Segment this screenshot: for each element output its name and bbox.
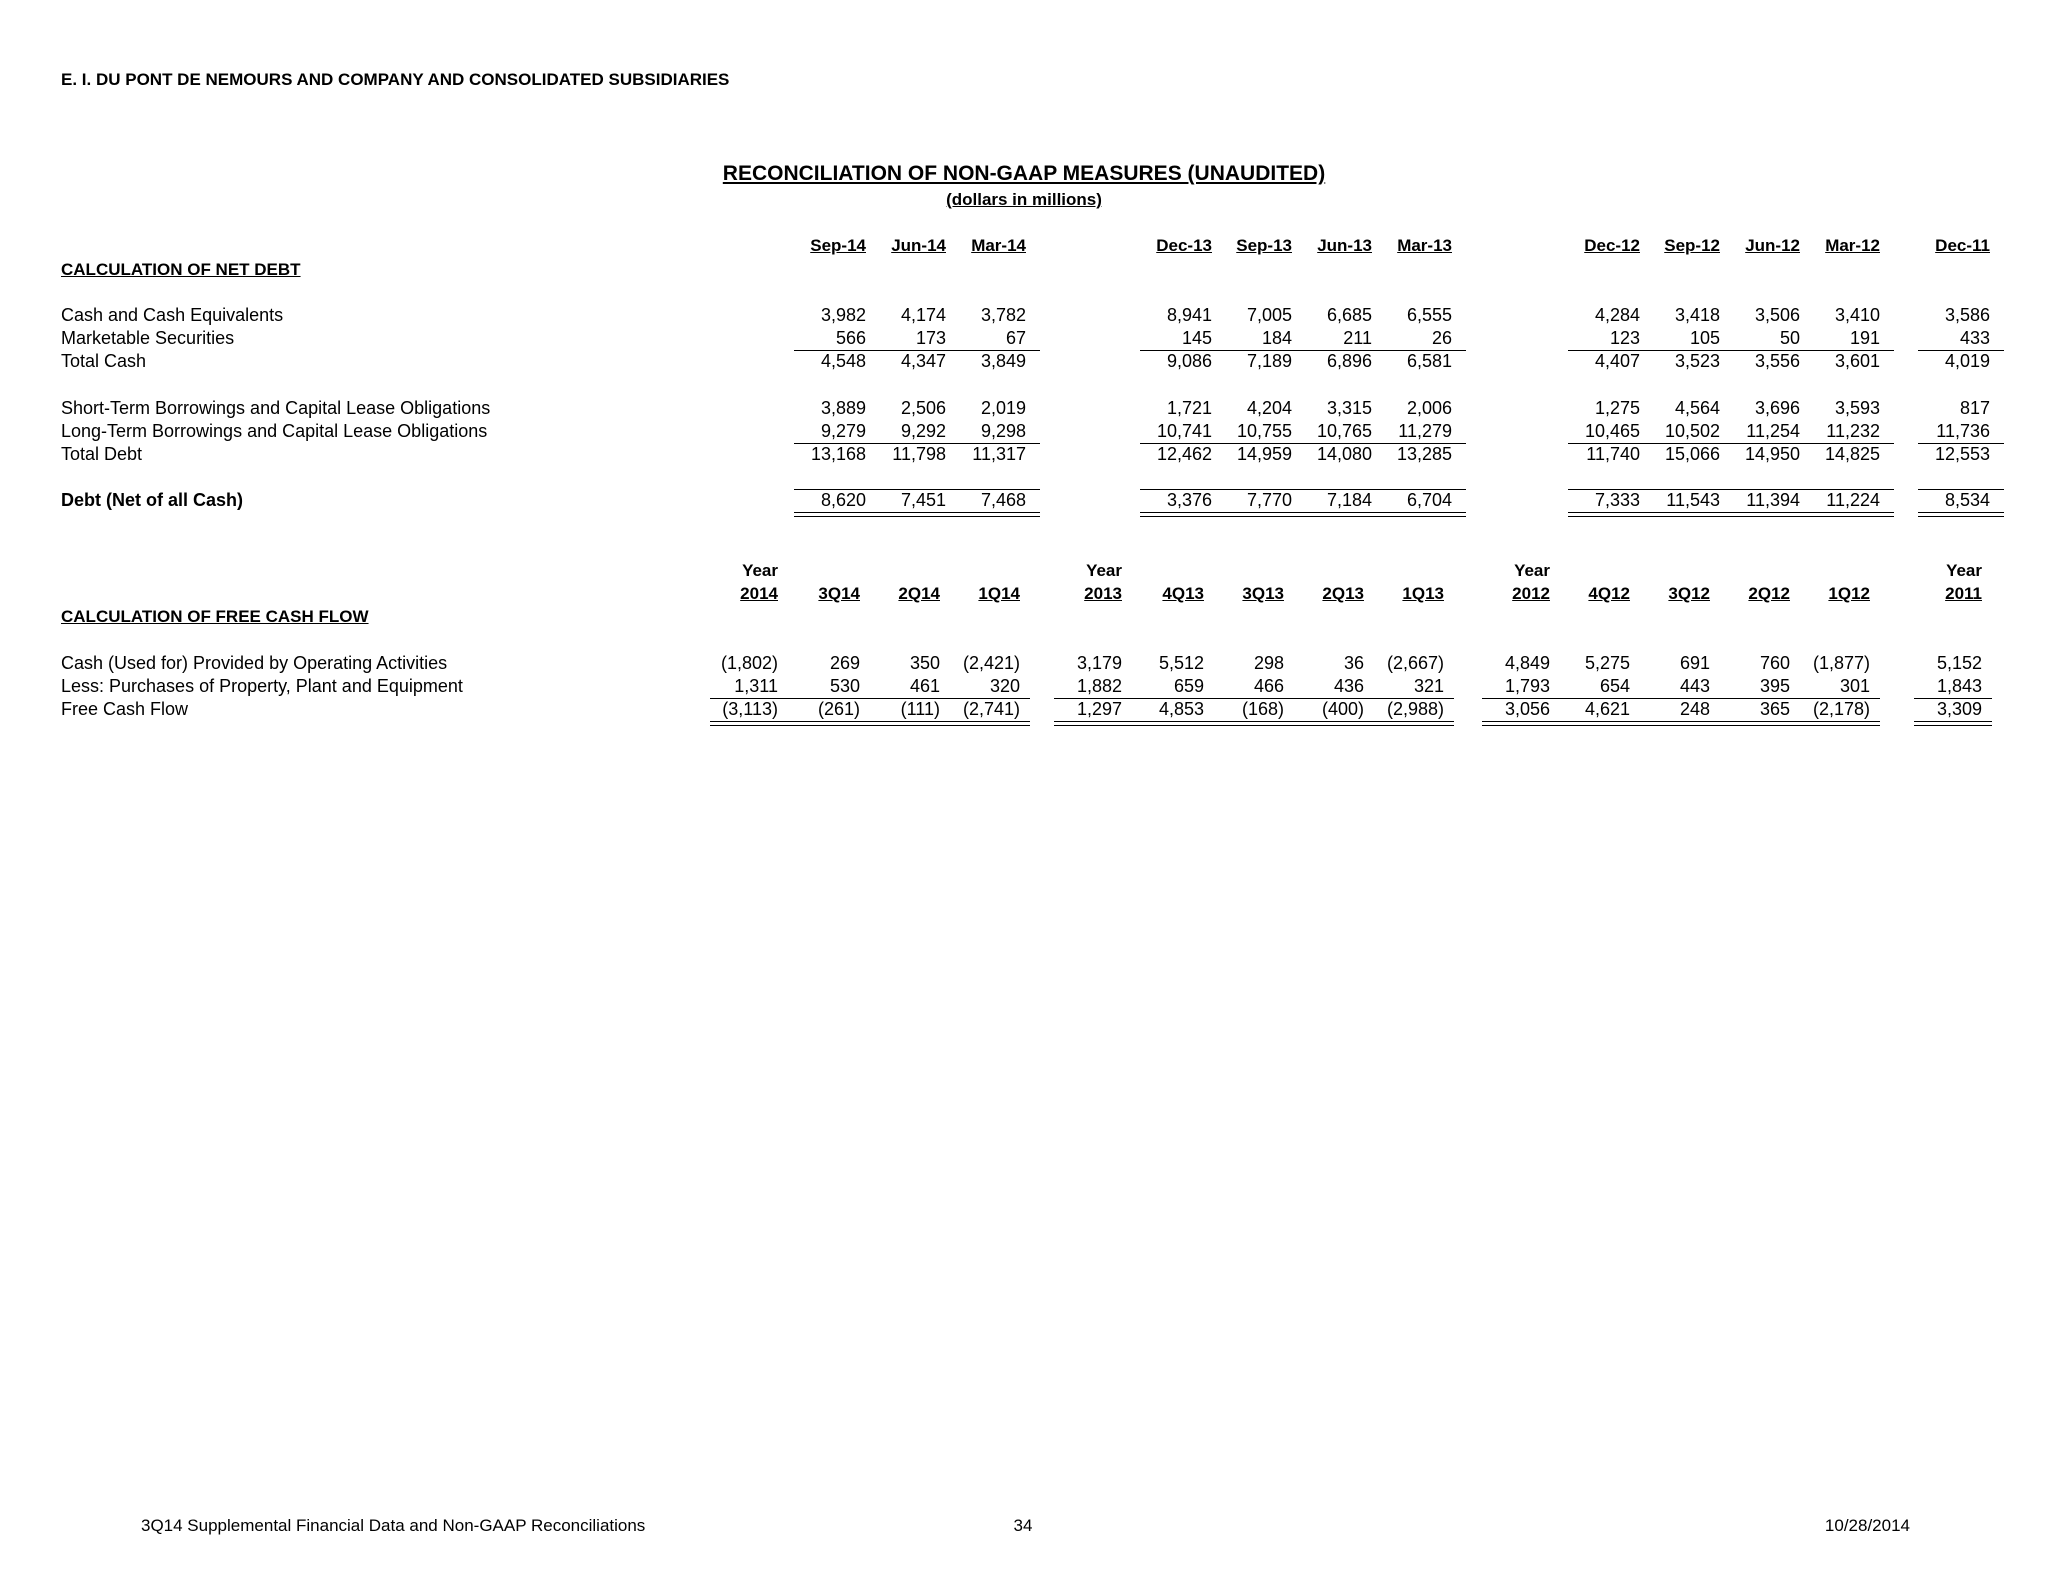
net-debt-column-header: Sep-13 (1236, 236, 1292, 255)
free-cash-flow-cell: 3,309 (1936, 699, 1982, 719)
net-debt-cell: 13,285 (1396, 444, 1452, 464)
free-cash-flow-cell: (2,421) (962, 653, 1020, 673)
free-cash-flow-cell: 1,311 (734, 676, 778, 696)
net-debt-cell: 211 (1343, 328, 1372, 348)
free-cash-flow-cell: 301 (1839, 676, 1870, 696)
net-debt-cell: 3,586 (1944, 305, 1990, 325)
underline (1482, 698, 1880, 699)
net-debt-cell: 11,317 (972, 444, 1026, 464)
free-cash-flow-cell: 3,056 (1504, 699, 1550, 719)
underline (1918, 443, 2004, 444)
free-cash-flow-cell: 1,843 (1936, 676, 1982, 696)
net-debt-cell: 3,523 (1674, 351, 1720, 371)
free-cash-flow-cell: 4,621 (1584, 699, 1630, 719)
net-debt-cell: 9,298 (980, 421, 1026, 441)
net-debt-column-header: Dec-11 (1935, 236, 1990, 255)
net-debt-cell: 11,543 (1666, 490, 1720, 510)
free-cash-flow-cell: 3,179 (1076, 653, 1122, 673)
net-debt-row-label: Total Debt (61, 444, 143, 464)
net-debt-cell: 11,224 (1826, 490, 1880, 510)
free-cash-flow-cell: 461 (909, 676, 940, 696)
free-cash-flow-cell: (2,178) (1812, 699, 1870, 719)
free-cash-flow-cell: (2,741) (962, 699, 1020, 719)
free-cash-flow-cell: 350 (909, 653, 940, 673)
net-debt-cell: 3,556 (1754, 351, 1800, 371)
free-cash-flow-column-header: 1Q14 (978, 584, 1020, 603)
net-debt-cell: 184 (1261, 328, 1292, 348)
net-debt-cell: 4,564 (1674, 398, 1720, 418)
net-debt-cell: 3,601 (1834, 351, 1880, 371)
free-cash-flow-cell: (1,802) (720, 653, 778, 673)
free-cash-flow-cell: 443 (1679, 676, 1710, 696)
net-debt-cell: 3,593 (1834, 398, 1880, 418)
net-debt-cell: 191 (1849, 328, 1880, 348)
net-debt-cell: 10,465 (1584, 421, 1640, 441)
underline (1140, 489, 1466, 490)
free-cash-flow-cell: 654 (1599, 676, 1630, 696)
net-debt-cell: 433 (1959, 328, 1990, 348)
net-debt-row-label: Total Cash (61, 351, 147, 371)
net-debt-cell: 4,548 (820, 351, 866, 371)
net-debt-cell: 7,451 (900, 490, 946, 510)
free-cash-flow-column-header: 2Q13 (1322, 584, 1364, 603)
free-cash-flow-column-header: 2014 (740, 584, 778, 603)
free-cash-flow-cell: (1,877) (1812, 653, 1870, 673)
free-cash-flow-cell: 395 (1759, 676, 1790, 696)
underline (794, 489, 1040, 490)
net-debt-cell: 6,896 (1326, 351, 1372, 371)
underline (1568, 489, 1894, 490)
free-cash-flow-cell: (261) (817, 699, 860, 719)
underline (794, 443, 1040, 444)
net-debt-cell: 145 (1181, 328, 1212, 348)
net-debt-cell: 3,315 (1326, 398, 1372, 418)
free-cash-flow-column-header: 2013 (1084, 584, 1122, 603)
net-debt-cell: 3,982 (820, 305, 866, 325)
net-debt-cell: 4,284 (1594, 305, 1640, 325)
free-cash-flow-column-header: 1Q12 (1828, 584, 1870, 603)
net-debt-cell: 7,189 (1246, 351, 1292, 371)
free-cash-flow-cell: (168) (1241, 699, 1284, 719)
net-debt-cell: 11,736 (1936, 421, 1990, 441)
net-debt-cell: 3,506 (1754, 305, 1800, 325)
net-debt-cell: 1,275 (1594, 398, 1640, 418)
net-debt-cell: 4,174 (900, 305, 946, 325)
free-cash-flow-cell: 466 (1253, 676, 1284, 696)
net-debt-cell: 10,502 (1664, 421, 1720, 441)
free-cash-flow-cell: 269 (829, 653, 860, 673)
net-debt-column-header: Mar-14 (971, 236, 1026, 255)
free-cash-flow-cell: 5,512 (1158, 653, 1204, 673)
free-cash-flow-year-label: Year (1086, 561, 1122, 580)
free-cash-flow-cell: 298 (1253, 653, 1284, 673)
net-debt-column-header: Jun-12 (1745, 236, 1800, 255)
free-cash-flow-column-header: 3Q13 (1242, 584, 1284, 603)
free-cash-flow-cell: 760 (1759, 653, 1790, 673)
free-cash-flow-cell: 365 (1759, 699, 1790, 719)
free-cash-flow-column-header: 2012 (1512, 584, 1550, 603)
net-debt-row-label: Long-Term Borrowings and Capital Lease Obligations (61, 421, 488, 441)
underline (1140, 443, 1466, 444)
free-cash-flow-cell: 248 (1679, 699, 1710, 719)
report-title: RECONCILIATION OF NON-GAAP MEASURES (UNAUDITED) (722, 162, 1326, 185)
net-debt-column-header: Sep-14 (810, 236, 866, 255)
free-cash-flow-cell: (111) (900, 699, 940, 719)
underline (794, 350, 1040, 351)
free-cash-flow-cell: 436 (1333, 676, 1364, 696)
free-cash-flow-section-title: CALCULATION OF FREE CASH FLOW (61, 607, 369, 626)
free-cash-flow-year-label: Year (742, 561, 778, 580)
net-debt-cell: 3,782 (980, 305, 1026, 325)
double-underline (710, 721, 1030, 726)
double-underline (1918, 512, 2004, 517)
underline (1918, 489, 2004, 490)
net-debt-cell: 67 (1005, 328, 1026, 348)
net-debt-cell: 11,254 (1746, 421, 1800, 441)
free-cash-flow-cell: 1,297 (1076, 699, 1122, 719)
net-debt-cell: 9,292 (900, 421, 946, 441)
net-debt-cell: 7,333 (1594, 490, 1640, 510)
net-debt-cell: 12,462 (1156, 444, 1212, 464)
net-debt-column-header: Sep-12 (1664, 236, 1720, 255)
net-debt-cell: 2,006 (1406, 398, 1452, 418)
free-cash-flow-year-label: Year (1946, 561, 1982, 580)
net-debt-cell: 10,755 (1236, 421, 1292, 441)
net-debt-cell: 50 (1779, 328, 1800, 348)
footer-date: 10/28/2014 (1824, 1516, 1910, 1535)
net-debt-column-header: Jun-14 (891, 236, 946, 255)
net-debt-cell: 9,086 (1166, 351, 1212, 371)
footer-page-number: 34 (1013, 1516, 1033, 1535)
net-debt-cell: 11,232 (1826, 421, 1880, 441)
report-subtitle: (dollars in millions) (946, 190, 1102, 209)
net-debt-cell: 817 (1959, 398, 1990, 418)
net-debt-cell: 15,066 (1664, 444, 1720, 464)
free-cash-flow-column-header: 2011 (1945, 584, 1982, 603)
net-debt-cell: 14,825 (1824, 444, 1880, 464)
net-debt-cell: 6,685 (1326, 305, 1372, 325)
net-debt-cell: 173 (915, 328, 946, 348)
underline (1918, 350, 2004, 351)
net-debt-row-label: Marketable Securities (61, 328, 235, 348)
net-debt-cell: 11,279 (1398, 421, 1452, 441)
free-cash-flow-cell: (2,988) (1386, 699, 1444, 719)
free-cash-flow-row-label: Less: Purchases of Property, Plant and Equipment (61, 676, 463, 696)
net-debt-cell: 7,770 (1246, 490, 1292, 510)
net-debt-row-label: Debt (Net of all Cash) (61, 490, 244, 510)
net-debt-cell: 7,005 (1246, 305, 1292, 325)
net-debt-column-header: Jun-13 (1317, 236, 1372, 255)
free-cash-flow-column-header: 3Q12 (1668, 584, 1710, 603)
net-debt-cell: 11,740 (1586, 444, 1640, 464)
free-cash-flow-column-header: 4Q13 (1162, 584, 1204, 603)
net-debt-column-header: Dec-12 (1584, 236, 1640, 255)
net-debt-cell: 105 (1689, 328, 1720, 348)
net-debt-row-label: Cash and Cash Equivalents (61, 305, 284, 325)
free-cash-flow-cell: 321 (1413, 676, 1444, 696)
free-cash-flow-row-label: Free Cash Flow (61, 699, 189, 719)
underline (1054, 698, 1454, 699)
net-debt-cell: 3,418 (1674, 305, 1720, 325)
net-debt-cell: 3,889 (820, 398, 866, 418)
company-name: E. I. DU PONT DE NEMOURS AND COMPANY AND CONSOLIDATED SUBSIDIARIES (61, 70, 730, 89)
free-cash-flow-cell: 530 (829, 676, 860, 696)
net-debt-cell: 9,279 (820, 421, 866, 441)
free-cash-flow-column-header: 4Q12 (1588, 584, 1630, 603)
net-debt-cell: 14,959 (1236, 444, 1292, 464)
underline (1140, 350, 1466, 351)
free-cash-flow-cell: 1,793 (1504, 676, 1550, 696)
free-cash-flow-cell: 659 (1173, 676, 1204, 696)
net-debt-cell: 8,534 (1944, 490, 1990, 510)
free-cash-flow-cell: (400) (1321, 699, 1364, 719)
net-debt-cell: 4,019 (1944, 351, 1990, 371)
net-debt-column-header: Mar-12 (1825, 236, 1880, 255)
free-cash-flow-cell: 691 (1679, 653, 1710, 673)
net-debt-cell: 14,080 (1316, 444, 1372, 464)
net-debt-cell: 10,741 (1156, 421, 1212, 441)
net-debt-cell: 3,849 (980, 351, 1026, 371)
net-debt-cell: 2,019 (980, 398, 1026, 418)
net-debt-cell: 6,555 (1406, 305, 1452, 325)
free-cash-flow-cell: 1,882 (1076, 676, 1122, 696)
free-cash-flow-year-label: Year (1514, 561, 1550, 580)
net-debt-cell: 11,394 (1746, 490, 1800, 510)
free-cash-flow-cell: 4,849 (1504, 653, 1550, 673)
net-debt-row-label: Short-Term Borrowings and Capital Lease Obligations (61, 398, 491, 418)
double-underline (1482, 721, 1880, 726)
net-debt-cell: 14,950 (1744, 444, 1800, 464)
free-cash-flow-cell: (3,113) (722, 699, 778, 719)
net-debt-cell: 6,704 (1406, 490, 1452, 510)
net-debt-cell: 8,620 (820, 490, 866, 510)
free-cash-flow-column-header: 3Q14 (818, 584, 860, 603)
net-debt-section-title: CALCULATION OF NET DEBT (61, 260, 301, 279)
net-debt-cell: 2,506 (900, 398, 946, 418)
net-debt-cell: 566 (835, 328, 866, 348)
net-debt-cell: 8,941 (1166, 305, 1212, 325)
free-cash-flow-cell: 4,853 (1158, 699, 1204, 719)
double-underline (1568, 512, 1894, 517)
double-underline (1140, 512, 1466, 517)
net-debt-cell: 10,765 (1316, 421, 1372, 441)
free-cash-flow-cell: 320 (989, 676, 1020, 696)
net-debt-cell: 7,468 (980, 490, 1026, 510)
free-cash-flow-row-label: Cash (Used for) Provided by Operating Activities (61, 653, 448, 673)
underline (1914, 698, 1992, 699)
double-underline (1054, 721, 1454, 726)
net-debt-cell: 3,696 (1754, 398, 1800, 418)
footer-left: 3Q14 Supplemental Financial Data and Non-GAAP Reconciliations (141, 1516, 646, 1535)
free-cash-flow-cell: (2,667) (1386, 653, 1444, 673)
free-cash-flow-cell: 36 (1343, 653, 1364, 673)
net-debt-cell: 6,581 (1406, 351, 1452, 371)
net-debt-cell: 123 (1609, 328, 1640, 348)
net-debt-cell: 11,798 (892, 444, 946, 464)
net-debt-column-header: Dec-13 (1156, 236, 1212, 255)
net-debt-cell: 7,184 (1326, 490, 1372, 510)
net-debt-cell: 4,347 (900, 351, 946, 371)
free-cash-flow-column-header: 1Q13 (1402, 584, 1444, 603)
net-debt-cell: 4,407 (1594, 351, 1640, 371)
net-debt-cell: 3,410 (1834, 305, 1880, 325)
net-debt-column-header: Mar-13 (1397, 236, 1452, 255)
underline (1568, 350, 1894, 351)
double-underline (794, 512, 1040, 517)
underline (1568, 443, 1894, 444)
free-cash-flow-column-header: 2Q12 (1748, 584, 1790, 603)
net-debt-cell: 1,721 (1166, 398, 1212, 418)
free-cash-flow-cell: 5,152 (1936, 653, 1982, 673)
net-debt-cell: 26 (1431, 328, 1452, 348)
net-debt-cell: 13,168 (810, 444, 866, 464)
free-cash-flow-cell: 5,275 (1584, 653, 1630, 673)
net-debt-cell: 3,376 (1166, 490, 1212, 510)
underline (710, 698, 1030, 699)
free-cash-flow-column-header: 2Q14 (898, 584, 940, 603)
net-debt-cell: 12,553 (1934, 444, 1990, 464)
double-underline (1914, 721, 1992, 726)
net-debt-cell: 4,204 (1246, 398, 1292, 418)
